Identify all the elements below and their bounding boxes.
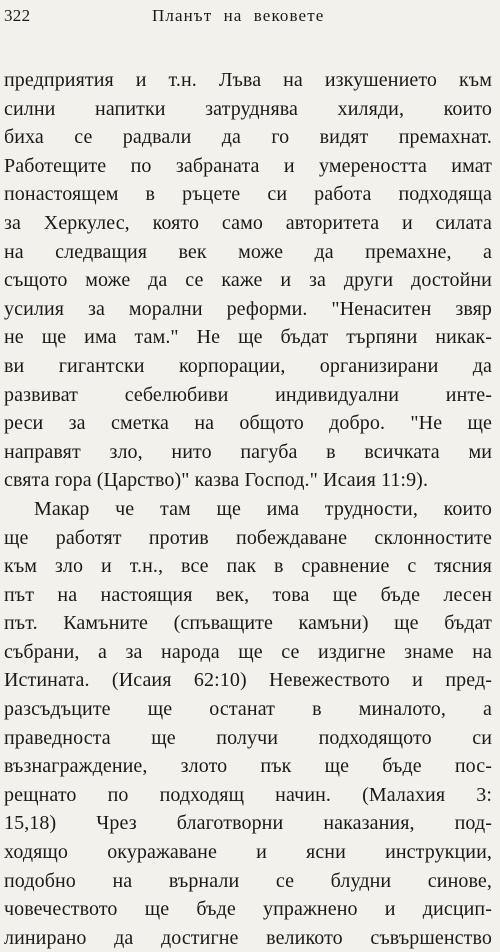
text-line: силни напитки затруднява хиляди, които: [4, 97, 492, 120]
text-line: 15,18) Чрез благотворни наказания, под-: [4, 812, 492, 835]
running-header: [4, 4, 492, 28]
text-line: понастоящем в ръцете си работа подходяща: [4, 183, 492, 206]
text-line: за Херкулес, която само авторитета и силата: [4, 211, 492, 234]
text-line: събрани, а за народа ще се издигне знаме на: [4, 640, 492, 663]
text-line: на следващия век може да премахне, а: [4, 240, 492, 263]
text-line: предприятия и т.н. Лъва на изкушението към: [4, 69, 492, 91]
page-number: 322: [4, 6, 31, 25]
text-line: ходящо окуражаване и ясни инструкции,: [4, 841, 492, 864]
text-line: същото може да се каже и за други достойни: [4, 269, 492, 292]
text-line: ще работят против побеждаване склонностите: [4, 526, 492, 549]
text-line: реси за сметка на общото добро. "Не ще: [4, 412, 492, 435]
text-line: възнаграждение, злото пък ще бъде пос-: [4, 755, 492, 778]
text-line: ви гигантски корпорации, организирани да: [4, 354, 492, 377]
text-line: не ще има там." Не ще бъдат търпяни никак-: [4, 326, 492, 349]
text-line: линирано да достигне великото съвършенство: [4, 926, 492, 949]
text-line: направят зло, нито пагуба в всичката ми: [4, 440, 492, 463]
paragraph-2: [4, 495, 492, 952]
text-line: към зло и т.н., все пак в сравнение с тясния: [4, 555, 492, 578]
text-line: развиват себелюбиви индивидуални инте-: [4, 383, 492, 406]
text-line: Работещите по забраната и умереността имат: [4, 154, 492, 177]
body-text: [4, 66, 492, 952]
text-line: път на настоящия век, това ще бъде лесен: [4, 583, 492, 606]
paragraph-1: [4, 66, 492, 495]
text-line: Истината. (Исаия 62:10) Невежеството и пред-: [4, 669, 492, 692]
text-line: рещнато по подходящ начин. (Малахия 3:: [4, 783, 492, 806]
text-line: човечеството ще бъде упражнено и дисцип-: [4, 898, 492, 921]
text-line: разсъдъците ще останат в миналото, а: [4, 698, 492, 721]
text-line: усилия за морални реформи. "Ненаситен звяр: [4, 297, 492, 320]
text-line: подобно на върнали се блудни синове,: [4, 869, 492, 892]
text-line: свята гора (Царство)" казва Господ." Исаия 11:9).: [4, 469, 429, 492]
text-line: биха се радвали да го видят премахнат.: [4, 126, 492, 149]
text-line: праведноста ще получи подходящото си: [4, 726, 492, 749]
text-line: път. Камъните (спъващите камъни) ще бъдат: [4, 612, 492, 635]
text-line: Макар че там ще има трудности, които: [34, 497, 492, 520]
running-title: Планът на вековете: [152, 6, 325, 25]
